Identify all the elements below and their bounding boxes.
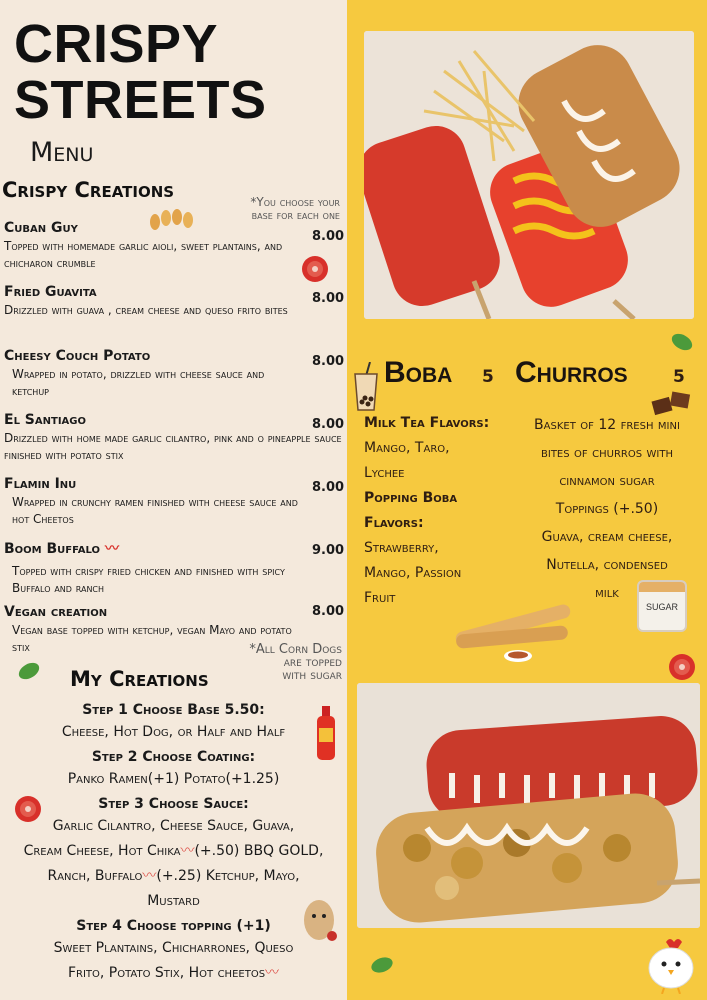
menu-item-vegan-creation: Vegan creation Vegan base topped with ketchup, vegan Mayo and potato stix [4, 604, 292, 654]
churros-title: Churros [515, 356, 628, 389]
corn-dogs-photo-top [364, 31, 694, 319]
leaf-icon [16, 659, 42, 683]
step4-title: Step 4 Choose topping (+1) [76, 918, 271, 934]
price-flamin-inu: 8.00 [312, 480, 345, 495]
churros-price: 5 [673, 367, 685, 387]
price-vegan-creation: 8.00 [312, 604, 345, 619]
churros-description: Basket of 12 fresh mini bites of churros with cinnamon sugar Toppings (+.50) Guava, cream cheese, Nutella, condensed milk [534, 417, 680, 601]
chili-icon: 〰 [142, 868, 157, 884]
base-note: *You choose your base for each one [250, 195, 340, 222]
step3-line1: Garlic Cilantro, Cheese Sauce, Guava, [52, 818, 295, 834]
menu-item-cheesy-couch-potato: Cheesy Couch Potato Wrapped in potato, drizzled with cheese sauce and ketchup [4, 348, 265, 398]
step4-line1: Sweet Plantains, Chicharrones, Queso [53, 940, 294, 956]
step2-text: Panko Ramen(+1) Potato(+1.25) [67, 771, 280, 787]
my-creations-title: My Creations [70, 667, 209, 691]
boba-price: 5 [482, 367, 494, 387]
price-cuban-guy: 8.00 [312, 229, 345, 244]
price-boom-buffalo: 9.00 [312, 543, 345, 558]
price-el-santiago: 8.00 [312, 417, 345, 432]
step4-line2: Frito, Potato Stix, Hot cheetos〰 [67, 965, 280, 981]
price-cheesy-couch-potato: 8.00 [312, 354, 345, 369]
right-menu-panel [347, 0, 707, 1000]
step3-line4: Mustard [147, 893, 200, 909]
step1-title: Step 1 Choose Base 5.50: [82, 702, 265, 718]
menu-item-fried-guavita: Fried Guavita Drizzled with guava , cream cheese and queso frito bites [4, 284, 288, 317]
my-creations-steps [0, 698, 347, 986]
leaf-icon [369, 953, 395, 977]
leaf-icon [669, 330, 695, 354]
chili-icon: 〰 [180, 843, 195, 859]
crispy-creations-title: Crispy Creations [2, 178, 175, 202]
boba-cup-icon [352, 362, 380, 412]
menu-word: Menu [30, 137, 94, 168]
chicken-mascot-icon [644, 936, 698, 994]
step2-title: Step 2 Choose Coating: [91, 749, 256, 765]
corn-dogs-photo-bottom [357, 683, 700, 928]
boba-flavors: Milk Tea Flavors: Mango, Taro, Lychee Popping Boba Flavors: Strawberry, Mango, Passion Fruit [364, 415, 490, 606]
step3-title: Step 3 Choose Sauce: [98, 796, 249, 812]
tomato-icon [667, 652, 697, 682]
step1-text: Cheese, Hot Dog, or Half and Half [61, 724, 286, 740]
step3-line3: Ranch, Buffalo〰(+.25) Ketchup, Mayo, [47, 868, 300, 884]
step3-line2: Cream Cheese, Hot Chika〰(+.50) BBQ GOLD, [23, 843, 324, 859]
brand-title: CRISPY STREETS [14, 14, 267, 130]
churro-sticks-icon [452, 598, 582, 668]
boba-title: Boba [384, 356, 453, 389]
menu-item-el-santiago: El Santiago Drizzled with home made garlic cilantro, pink and o pineapple sauce finished with potato stix [4, 412, 342, 462]
corn-dog-note: *All Corn Dogs are topped with sugar [249, 642, 342, 683]
chili-icon: 〰 [104, 541, 119, 557]
sugar-jar-icon: SUGAR [637, 580, 687, 632]
menu-item-boom-buffalo: Boom Buffalo 〰 Topped with crispy fried chicken and finished with spicy Buffalo and ranch [4, 541, 285, 595]
left-menu-panel [0, 0, 347, 1000]
price-fried-guavita: 8.00 [312, 291, 345, 306]
menu-item-cuban-guy: Cuban Guy Topped with homemade garlic aioli, sweet plantains, and chicharon crumble [4, 220, 283, 270]
menu-item-flamin-inu: Flamin Inu Wrapped in crunchy ramen finished with cheese sauce and hot Cheetos [4, 476, 298, 526]
chili-icon: 〰 [265, 965, 280, 981]
